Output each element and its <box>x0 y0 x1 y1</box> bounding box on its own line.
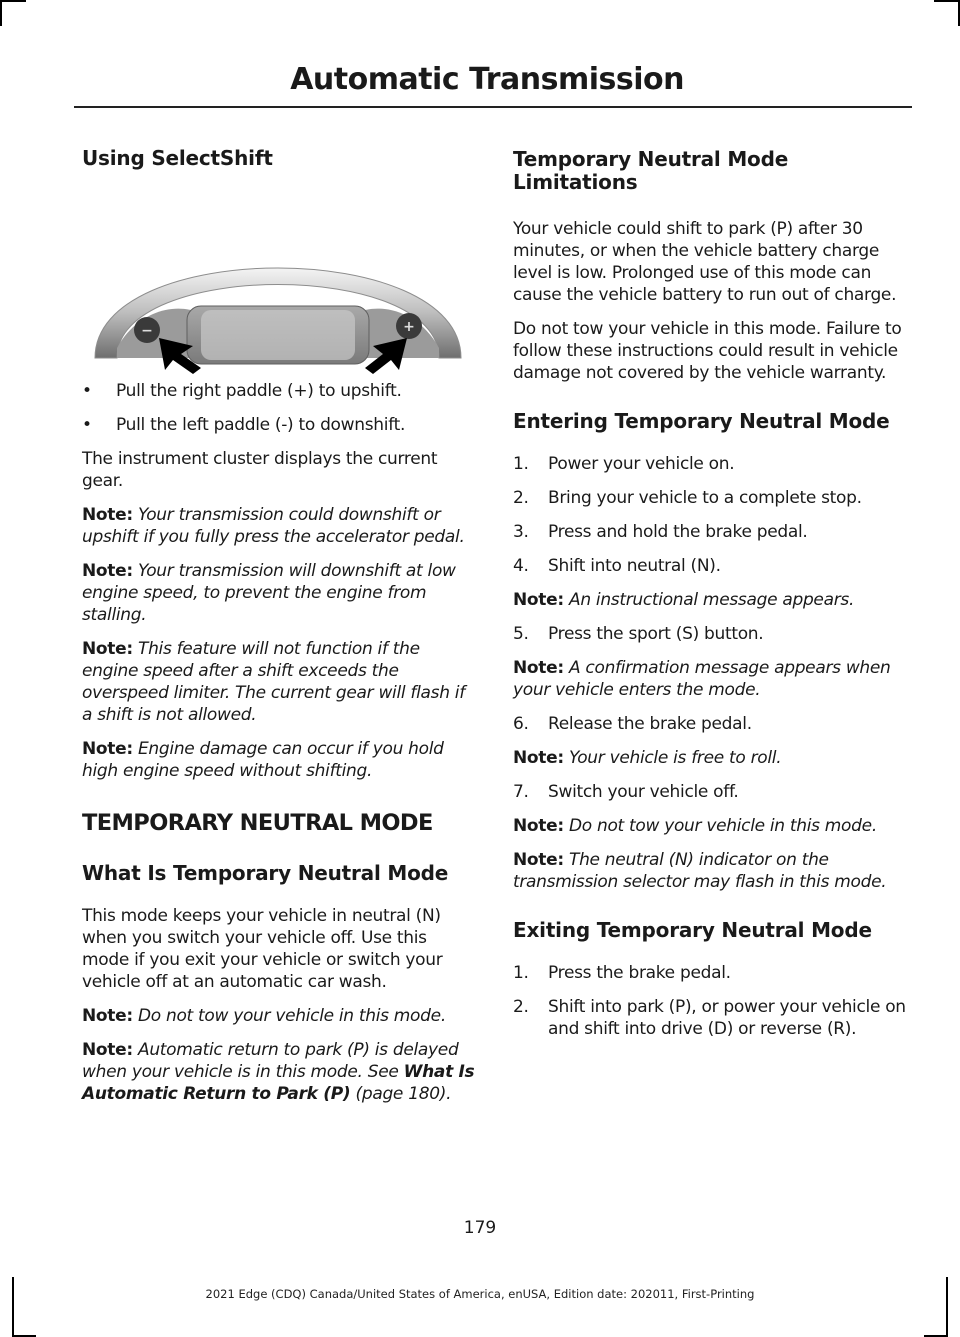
step-item <box>513 487 911 509</box>
note-paragraph <box>82 738 476 782</box>
step-number: 2. <box>513 488 529 508</box>
note-label: Note: <box>513 850 564 870</box>
step-text: Press the brake pedal. <box>548 963 731 983</box>
right-column <box>513 140 911 1052</box>
note-text: Engine damage can occur if you hold high engine speed without shifting. <box>82 739 444 781</box>
step-text: Press and hold the brake pedal. <box>548 522 808 542</box>
bullet-text: Pull the left paddle (-) to downshift. <box>116 415 406 435</box>
note-paragraph <box>82 560 476 626</box>
note-text: Your transmission will downshift at low engine speed, to prevent the engine from stalling. <box>82 561 456 625</box>
step-item <box>513 555 911 577</box>
step-number: 1. <box>513 454 529 474</box>
what-is-heading: What Is Temporary Neutral Mode <box>82 861 449 885</box>
note-paragraph <box>513 849 911 893</box>
step-number: 7. <box>513 782 529 802</box>
step-text: Shift into neutral (N). <box>548 556 721 576</box>
bullet-item <box>82 414 476 436</box>
note-text: A confirmation message appears when your vehicle enters the mode. <box>513 658 891 700</box>
note-label: Note: <box>82 561 133 581</box>
header-rule <box>74 106 912 108</box>
note-paragraph <box>513 589 911 611</box>
cross-reference-link[interactable]: What Is Automatic Return to Park (P) <box>82 1062 475 1104</box>
note-paragraph <box>82 638 476 726</box>
paddle-minus-symbol: − <box>141 323 153 339</box>
note-text: Your vehicle is free to roll. <box>568 748 782 768</box>
step-item <box>513 713 911 735</box>
step-item <box>513 623 911 645</box>
what-is-text: This mode keeps your vehicle in neutral (N) when you switch your vehicle off. Use this mode if you exit your vehicle or switch your vehicle off at an automatic car wash. <box>82 906 443 992</box>
step-item <box>513 453 911 475</box>
crop-mark <box>0 0 2 26</box>
step-number: 4. <box>513 556 529 576</box>
note-text: An instructional message appears. <box>568 590 855 610</box>
note-label: Note: <box>82 505 133 525</box>
step-text: Shift into park (P), or power your vehicle on and shift into drive (D) or reverse (R). <box>548 997 906 1039</box>
note-label: Note: <box>513 748 564 768</box>
note-paragraph <box>513 815 911 837</box>
note-text: The neutral (N) indicator on the transmission selector may flash in this mode. <box>513 850 887 892</box>
crop-mark <box>12 1277 14 1337</box>
note-paragraph <box>82 504 476 548</box>
note-label: Note: <box>513 658 564 678</box>
step-text: Release the brake pedal. <box>548 714 752 734</box>
step-text: Switch your vehicle off. <box>548 782 739 802</box>
steering-wheel-illustration <box>89 198 467 376</box>
step-item <box>513 521 911 543</box>
note-text: Your transmission could downshift or upshift if you fully press the accelerator pedal. <box>82 505 465 547</box>
step-item <box>513 781 911 803</box>
note-text: Automatic return to park (P) is delayed when your vehicle is in this mode. See <box>82 1040 459 1082</box>
note-paragraph <box>513 657 911 701</box>
step-number: 2. <box>513 997 529 1017</box>
limitations-text: Your vehicle could shift to park (P) after 30 minutes, or when the vehicle battery charge level is low. Prolonged use of this mode can cause the vehicle battery to run out of charge. <box>513 219 897 305</box>
step-number: 3. <box>513 522 529 542</box>
note-label: Note: <box>82 1006 133 1026</box>
section-heading: TEMPORARY NEUTRAL MODE <box>82 810 433 836</box>
limitations-heading: Temporary Neutral Mode Limitations <box>513 147 789 194</box>
step-item <box>513 962 911 984</box>
step-number: 5. <box>513 624 529 644</box>
note-label: Note: <box>513 590 564 610</box>
note-label: Note: <box>82 1040 133 1060</box>
limitations-warning-text: Do not tow your vehicle in this mode. Failure to follow these instructions could result in vehicle damage not covered by the vehicle warranty. <box>513 319 902 383</box>
bullet-mark: • <box>82 415 92 435</box>
note-text: Do not tow your vehicle in this mode. <box>568 816 877 836</box>
bullet-item <box>82 380 476 402</box>
crop-mark <box>934 0 960 2</box>
step-text: Press the sport (S) button. <box>548 624 764 644</box>
crop-mark <box>946 1277 948 1337</box>
hub-display <box>201 310 355 360</box>
cluster-display-text: The instrument cluster displays the current gear. <box>82 449 438 491</box>
entering-heading: Entering Temporary Neutral Mode <box>513 409 890 433</box>
exiting-heading: Exiting Temporary Neutral Mode <box>513 918 872 942</box>
using-selectshift-heading: Using SelectShift <box>82 146 273 170</box>
note-text: Do not tow your vehicle in this mode. <box>137 1006 446 1026</box>
step-text: Power your vehicle on. <box>548 454 735 474</box>
note-text: This feature will not function if the engine speed after a shift exceeds the overspeed limiter. The current gear will flash if a shift is not allowed. <box>82 639 465 725</box>
step-number: 1. <box>513 963 529 983</box>
step-item <box>513 996 911 1040</box>
bullet-mark: • <box>82 381 92 401</box>
note-paragraph <box>82 1039 476 1105</box>
note-label: Note: <box>513 816 564 836</box>
crop-mark <box>0 0 26 2</box>
step-text: Bring your vehicle to a complete stop. <box>548 488 862 508</box>
bullet-text: Pull the right paddle (+) to upshift. <box>116 381 402 401</box>
note-paragraph <box>513 747 911 769</box>
step-number: 6. <box>513 714 529 734</box>
paddle-plus-symbol: + <box>403 319 415 335</box>
page-header-title: Automatic Transmission <box>290 62 684 97</box>
edition-footer: 2021 Edge (CDQ) Canada/United States of America, enUSA, Edition date: 202011, First-Printing <box>205 1287 755 1301</box>
note-label: Note: <box>82 639 133 659</box>
page-number: 179 <box>463 1218 497 1238</box>
page-reference: (page 180). <box>355 1084 452 1104</box>
note-paragraph <box>82 1005 476 1027</box>
note-label: Note: <box>82 739 133 759</box>
